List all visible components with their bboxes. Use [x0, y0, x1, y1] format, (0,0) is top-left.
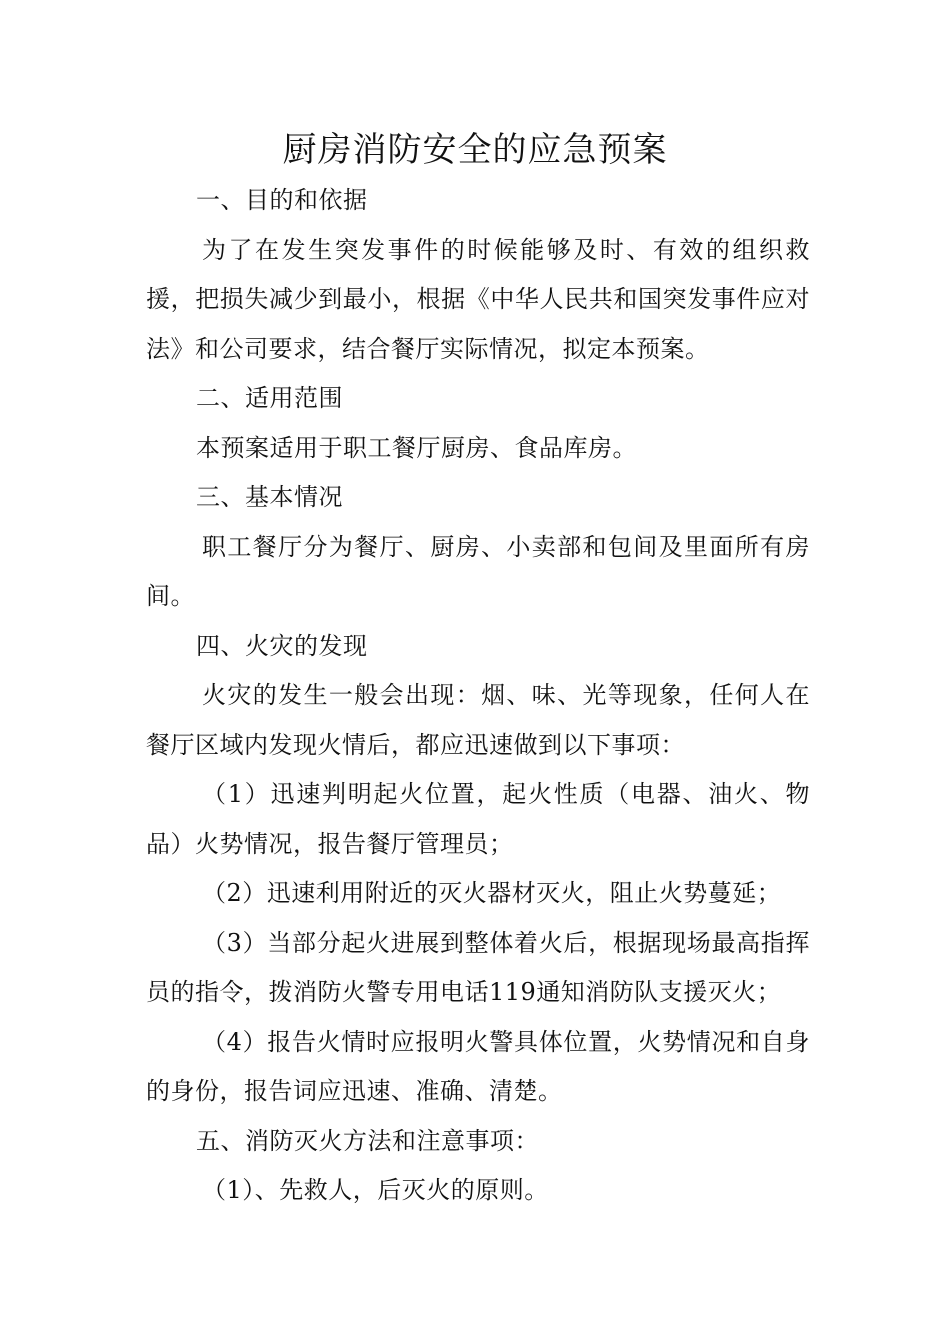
section-heading: 二、适用范围 — [196, 384, 343, 412]
section-heading: 四、火灾的发现 — [196, 631, 368, 660]
body-paragraph: 为了在发生突发事件的时候能够及时、有效的组织救援，把损失减少到最小，根据《中华人民共和国突发事件应对法》和公司要求，结合餐厅实际情况，拟定本预案。 — [146, 235, 810, 363]
body-paragraph: 火灾的发生一般会出现：烟、味、光等现象，任何人在餐厅区域内发现火情后，都应迅速做到以下事项： — [146, 681, 810, 759]
document-title: 厨房消防安全的应急预案 — [282, 130, 668, 170]
section-heading: 三、基本情况 — [196, 483, 343, 511]
list-item: （4）报告火情时应报明火警具体位置，火势情况和自身的身份，报告词应迅速、准确、清楚。 — [146, 1027, 810, 1105]
list-item: （2）迅速利用附近的灭火器材灭火，阻止火势蔓延； — [202, 879, 782, 907]
list-item: （3）当部分起火进展到整体着火后，根据现场最高指挥员的指令，拨消防火警专用电话119通知消防队支援灭火； — [146, 928, 810, 1006]
section-heading: 一、目的和依据 — [196, 186, 368, 214]
document-body — [146, 176, 810, 1216]
body-paragraph: 本预案适用于职工餐厅厨房、食品库房。 — [196, 433, 637, 462]
list-item: （1）迅速判明起火位置，起火性质（电器、油火、物品）火势情况，报告餐厅管理员； — [146, 780, 810, 858]
list-item: （1）、先救人，后灭火的原则。 — [202, 1176, 549, 1204]
body-paragraph: 职工餐厅分为餐厅、厨房、小卖部和包间及里面所有房间。 — [146, 532, 810, 610]
section-heading: 五、消防灭火方法和注意事项： — [196, 1126, 539, 1155]
